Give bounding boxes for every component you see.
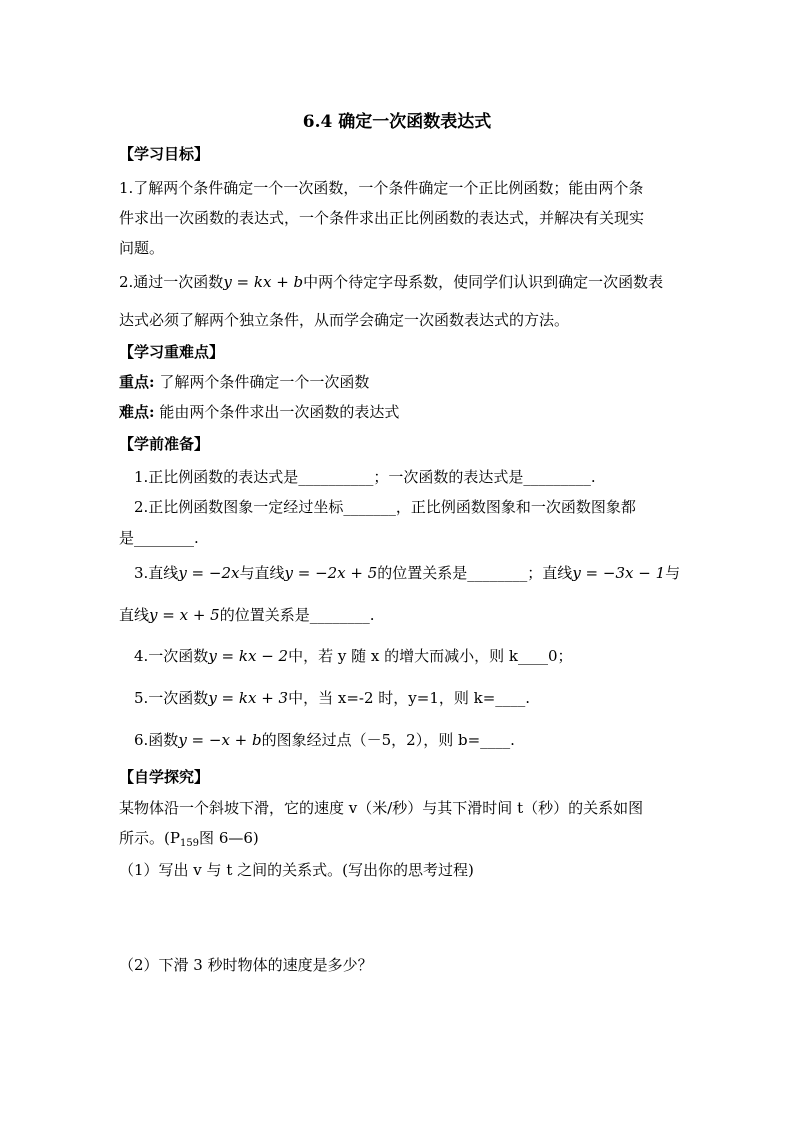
prep-question-4 bbox=[134, 646, 573, 666]
goal-2-line-2: 达式必须了解两个独立条件，从而学会确定一次函数表达式的方法。 bbox=[119, 311, 570, 329]
explore-ref-text-b: 图 6—6) bbox=[199, 829, 259, 847]
goal-2-text-a: 2.通过一次函数 bbox=[119, 273, 224, 291]
prep-question-1: 1.正比例函数的表达式是__________；一次函数的表达式是_________. bbox=[134, 468, 596, 486]
goal-1-line-1: 1.了解两个条件确定一个一次函数，一个条件确定一个正比例函数；能由两个条 bbox=[119, 179, 644, 197]
q4-text-a: 4.一次函数 bbox=[134, 647, 209, 665]
key-point-text: 了解两个条件确定一个一次函数 bbox=[159, 373, 370, 391]
section-explore-heading: 【自学探究】 bbox=[119, 768, 210, 786]
prep-question-3-line-1 bbox=[134, 563, 680, 583]
q5-formula: y = kx + 3 bbox=[208, 689, 289, 707]
goal-2-formula: y = kx + b bbox=[223, 273, 304, 291]
explore-question-1: （1）写出 v 与 t 之间的关系式。(写出你的思考过程) bbox=[119, 861, 474, 879]
q6-text-b: 的图象经过点（－5，2），则 b=____. bbox=[261, 731, 515, 749]
q3-formula-2: y = −2x + 5 bbox=[284, 564, 378, 582]
q5-text-b: 中，当 x=-2 时，y=1，则 k=____. bbox=[288, 689, 531, 707]
prep-question-2-line-2: 是________. bbox=[119, 529, 199, 547]
prep-question-6 bbox=[134, 730, 515, 750]
prep-question-3-line-2 bbox=[119, 605, 374, 625]
difficult-point-text: 能由两个条件求出一次函数的表达式 bbox=[159, 403, 400, 421]
q3-text-b: 与直线 bbox=[239, 564, 285, 582]
q3-text-c: 的位置关系是________；直线 bbox=[377, 564, 573, 582]
section-key-heading: 【学习重难点】 bbox=[119, 343, 225, 361]
section-goals-heading: 【学习目标】 bbox=[119, 145, 210, 163]
q3-line2-text-b: 的位置关系是________. bbox=[219, 606, 375, 624]
key-point-label: 重点: bbox=[119, 373, 155, 391]
goal-1-line-2: 件求出一次函数的表达式，一个条件求出正比例函数的表达式，并解决有关现实 bbox=[119, 209, 645, 227]
goal-2-text-b: 中两个待定字母系数，使同学们认识到确定一次函数表 bbox=[303, 273, 664, 291]
explore-question-2: （2）下滑 3 秒时物体的速度是多少？ bbox=[119, 956, 373, 974]
q3-text-a: 3.直线 bbox=[134, 564, 179, 582]
q3-formula-1: y = −2x bbox=[178, 564, 240, 582]
section-prep-heading: 【学前准备】 bbox=[119, 435, 210, 453]
difficult-point-label: 难点: bbox=[119, 403, 155, 421]
q3-formula-3: y = −3x − 1 bbox=[572, 564, 666, 582]
q3-formula-4: y = x + 5 bbox=[149, 606, 220, 624]
q3-text-d: 与 bbox=[665, 564, 681, 582]
difficult-point bbox=[119, 402, 399, 422]
q5-text-a: 5.一次函数 bbox=[134, 689, 209, 707]
goal-1-line-3: 问题。 bbox=[119, 239, 165, 257]
q6-text-a: 6.函数 bbox=[134, 731, 179, 749]
explore-problem-line-2 bbox=[119, 828, 259, 854]
prep-question-5 bbox=[134, 688, 530, 708]
prep-question-2-line-1: 2.正比例函数图象一定经过坐标_______，正比例函数图象和一次函数图象都 bbox=[134, 498, 636, 516]
key-point bbox=[119, 372, 369, 392]
q4-text-b: 中，若 y 随 x 的增大而减小，则 k____0； bbox=[288, 647, 573, 665]
explore-problem-line-1: 某物体沿一个斜坡下滑，它的速度 v（米/秒）与其下滑时间 t（秒）的关系如图 bbox=[119, 799, 644, 817]
goal-2-line-1 bbox=[119, 272, 663, 292]
explore-ref-text-a: 所示。(P bbox=[119, 829, 180, 847]
q4-formula: y = kx − 2 bbox=[208, 647, 289, 665]
explore-ref-page: 159 bbox=[179, 838, 200, 849]
page-title: 6.4 确定一次函数表达式 bbox=[302, 112, 492, 132]
q6-formula: y = −x + b bbox=[178, 731, 262, 749]
q3-line2-text-a: 直线 bbox=[119, 606, 150, 624]
